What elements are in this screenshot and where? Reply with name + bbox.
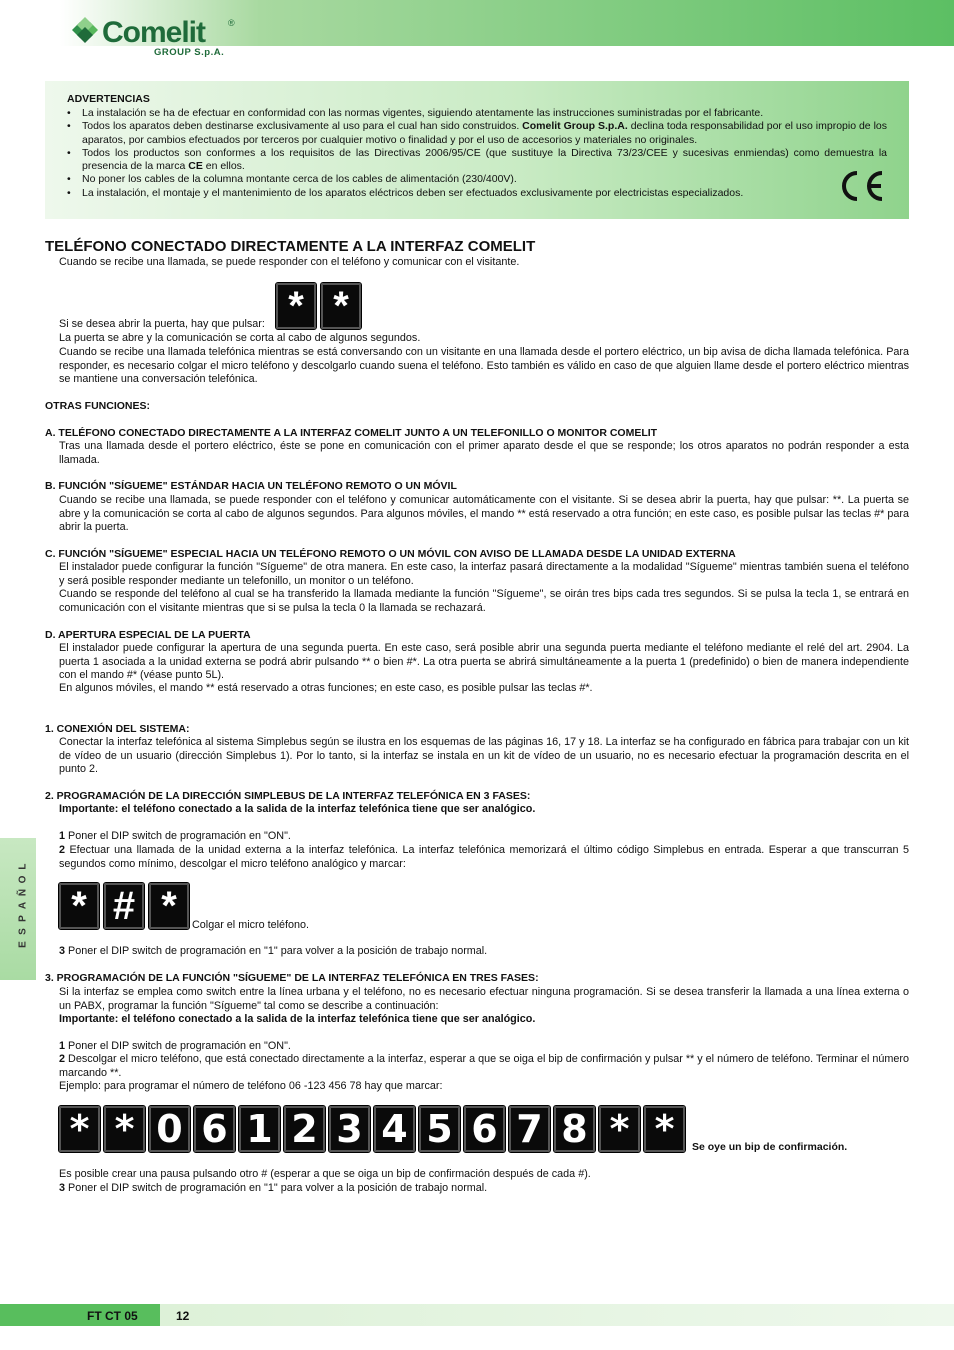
open-door-text: Si se desea abrir la puerta, hay que pulsar:: [59, 318, 265, 330]
intro-paragraph: Cuando se recibe una llamada telefónica mientras se está conversando con un visitante en una llamada desde el portero eléctrico, un bip avisa de dicha llamada telefónica. Para responder, es necesario colgar el micro teléfono y descolgarlo cuando suena el teléfono. Esto también es válido en caso de que alguien llame desde el portero eléctrico mientras se mantiene una conversación telefónica.: [59, 346, 909, 386]
language-letter: E: [17, 941, 29, 948]
language-letter: A: [17, 901, 29, 910]
section-1-text: Conectar la interfaz telefónica al sistema Simplebus según se ilustra en los esquemas de las páginas 16, 17 y 18. La interfaz se ha configurado en fábrica para trabajar con un kit de vídeo de un usuario (dirección Simplebus 1). Por lo tanto, si la interfaz se instala en un kit de vídeo de un usuario, no es necesario efectuar la programación descrita en el punto 2.: [59, 736, 909, 776]
key-digit: 3: [329, 1106, 370, 1152]
key-digit: 6: [464, 1106, 505, 1152]
section-2-step-3: 3 Poner el DIP switch de programación en "1" para volver a la posición de trabajo normal.: [59, 945, 488, 957]
function-a-title: A. TELÉFONO CONECTADO DIRECTAMENTE A LA INTERFAZ COMELIT JUNTO A UN TELEFONILLO O MONITOR COMELIT: [45, 427, 658, 439]
key-digit: 7: [509, 1106, 550, 1152]
language-letter: P: [17, 915, 29, 922]
key-digit: 2: [284, 1106, 325, 1152]
section-3-keys: [59, 1106, 685, 1152]
section-3-important: Importante: el teléfono conectado a la salida de la interfaz telefónica tiene que ser analógico.: [59, 1013, 536, 1025]
section-2-step-1: 1 Poner el DIP switch de programación en "ON".: [59, 830, 291, 842]
page-number: 12: [176, 1309, 190, 1323]
warnings-box: [45, 81, 909, 219]
warning-item: • La instalación, el montaje y el mantenimiento de los aparatos eléctricos deben ser efectuados exclusivamente por electricistas especializados.: [67, 187, 887, 200]
language-letter: L: [17, 863, 29, 870]
function-d-title: D. APERTURA ESPECIAL DE LA PUERTA: [45, 629, 251, 641]
function-b-text: Cuando se recibe una llamada, se puede responder con el teléfono y comunicar automáticamente con el visitante. Si se desea abrir la puerta, hay que pulsar: **. La puerta se abre y la comunicación se corta al cabo de algunos segundos. Para algunos móviles, el mando ** está reservado a otra función; en este caso, es posible pulsar las teclas #* para abrir la puerta.: [59, 494, 909, 534]
section-1-title: 1. CONEXIÓN DEL SISTEMA:: [45, 723, 190, 735]
language-letter: Ñ: [17, 888, 29, 897]
comelit-logo: [66, 14, 266, 58]
key-star: *: [149, 883, 189, 929]
key-digit: 8: [554, 1106, 595, 1152]
intro-paragraph: La puerta se abre y la comunicación se corta al cabo de algunos segundos.: [59, 332, 421, 344]
comelit-logo-icon: [66, 14, 104, 46]
key-digit: 1: [239, 1106, 280, 1152]
intro-line: Cuando se recibe una llamada, se puede responder con el teléfono y comunicar con el visitante.: [59, 256, 520, 268]
function-d-text: El instalador puede configurar la apertura de una segunda puerta. En este caso, será posible abrir una segunda puerta mediante el teléfono mediante el relé del art. 2904. La puerta 1 asociada a la unidad externa se podrá abrir pulsando ** o bien #*. La otra puerta se abrirá simultáneamente a la puerta 1 (predefinido) o bien de manera independiente con el mando #* (véase punto 5L).: [59, 642, 909, 682]
warnings-list: [67, 107, 887, 200]
footer-bar: [0, 1304, 954, 1326]
key-digit: 5: [419, 1106, 460, 1152]
function-c-text: Cuando se responde del teléfono al cual se ha transferido la llamada mediante la función "Sígueme", se oirán tres bips cada tres segundos. Si se pulsa la tecla 1, se entrará en comunicación con el visitante mientras que si se pulsa la tecla 0 la llamada se rechazará.: [59, 588, 909, 614]
key-star: *: [104, 1106, 145, 1152]
document-code: FT CT 05: [87, 1309, 138, 1323]
section-3-step-2: 2 Descolgar el micro teléfono, que está conectado directamente a la interfaz, esperar a que se oiga el bip de confirmación y pulsar ** y el número de teléfono. Terminar el número marcando **.: [59, 1053, 909, 1079]
brand-group: GROUP S.p.A.: [154, 47, 225, 58]
section-2-step-2: 2 Efectuar una llamada de la unidad externa a la interfaz telefónica. La interfaz telefónica memorizará el último código Simplebus en entrada. Esperar a que transcurran 5 segundos como mínimo, descolgar el micro teléfono analógico y marcar:: [59, 844, 909, 870]
warnings-title: ADVERTENCIAS: [67, 93, 150, 105]
function-b-title: B. FUNCIÓN "SÍGUEME" ESTÁNDAR HACIA UN TELÉFONO REMOTO O UN MÓVIL: [45, 480, 457, 492]
key-hash: #: [104, 883, 144, 929]
warning-item: • No poner los cables de la columna montante cerca de los cables de alimentación (230/400V).: [67, 173, 887, 186]
key-digit: 4: [374, 1106, 415, 1152]
key-star: *: [599, 1106, 640, 1152]
key-star: *: [644, 1106, 685, 1152]
function-c-text: El instalador puede configurar la función "Sígueme" de otra manera. En este caso, la interfaz pasará directamente a la modalidad "Sígueme" mientras también suena el teléfono y será posible responder mediante un telefonillo, un monitor o un teléfono.: [59, 561, 909, 587]
key-star: *: [321, 283, 361, 329]
section-3-title: 3. PROGRAMACIÓN DE LA FUNCIÓN "SÍGUEME" DE LA INTERFAZ TELEFÓNICA EN TRES FASES:: [45, 972, 539, 984]
section-2-after-keys: Colgar el micro teléfono.: [192, 919, 310, 931]
key-star: *: [59, 883, 99, 929]
language-letter: S: [17, 928, 29, 935]
section-title: TELÉFONO CONECTADO DIRECTAMENTE A LA INTERFAZ COMELIT: [45, 238, 536, 255]
warning-item: • Todos los productos son conformes a los requisitos de las Directivas 2006/95/CE (que sustituye la Directiva 73/23/CEE y sucesivas enmiendas) como demuestra la presencia de la marca CE en ellos.: [67, 147, 887, 174]
section-3-step-1: 1 Poner el DIP switch de programación en "ON".: [59, 1040, 291, 1052]
language-label: [16, 860, 30, 951]
section-3-after-keys: Se oye un bip de confirmación.: [692, 1141, 848, 1153]
key-digit: 0: [149, 1106, 190, 1152]
section-2-title: 2. PROGRAMACIÓN DE LA DIRECCIÓN SIMPLEBUS DE LA INTERFAZ TELEFÓNICA EN 3 FASES:: [45, 790, 531, 802]
function-a-text: Tras una llamada desde el portero eléctrico, éste se pone en comunicación con el primer aparato desde el que se responde; los otros aparatos no podrán responder a esta llamada.: [59, 440, 909, 466]
ce-mark-icon: [837, 169, 887, 203]
warning-item: • La instalación se ha de efectuar en conformidad con las normas vigentes, siguiendo atentamente las instrucciones suministradas por el fabricante.: [67, 107, 887, 120]
function-c-title: C. FUNCIÓN "SÍGUEME" ESPECIAL HACIA UN TELÉFONO REMOTO O UN MÓVIL CON AVISO DE LLAMADA DESDE LA UNIDAD EXTERNA: [45, 548, 736, 560]
registered-mark: ®: [228, 18, 235, 28]
function-d-text: En algunos móviles, el mando ** está reservado a otras funciones; en este caso, es posible pulsar las teclas #*.: [59, 682, 593, 694]
section-3-text: Si la interfaz se emplea como switch entre la línea urbana y el teléfono, no es necesario efectuar ninguna programación. Si se desea transferir la llamada a una línea externa o un PABX, programar la función "Sígueme" tal como se describe a continuación:: [59, 986, 909, 1012]
key-star: *: [59, 1106, 100, 1152]
section-2-important: Importante: el teléfono conectado a la salida de la interfaz telefónica tiene que ser analógico.: [59, 803, 536, 815]
open-door-keys: [276, 283, 361, 329]
section-3-step-3: 3 Poner el DIP switch de programación en "1" para volver a la posición de trabajo normal.: [59, 1182, 488, 1194]
key-digit: 6: [194, 1106, 235, 1152]
section-2-keys: [59, 883, 189, 929]
brand-name: Comelit: [102, 16, 206, 49]
section-3-example: Ejemplo: para programar el número de teléfono 06 -123 456 78 hay que marcar:: [59, 1080, 443, 1092]
other-functions-title: OTRAS FUNCIONES:: [45, 400, 150, 412]
key-star: *: [276, 283, 316, 329]
section-3-pause: Es posible crear una pausa pulsando otro # (esperar a que se oiga un bip de confirmación después de cada #).: [59, 1168, 591, 1180]
warning-item: • Todos los aparatos deben destinarse exclusivamente al uso para el cual han sido construidos. Comelit Group S.p.A. declina toda responsabilidad por el uso impropio de los aparatos, por cambios efectuados por terceros por cualquier motivo o finalidad y por el uso de accesorios y materiales no originales.: [67, 120, 887, 147]
language-letter: O: [17, 875, 29, 884]
